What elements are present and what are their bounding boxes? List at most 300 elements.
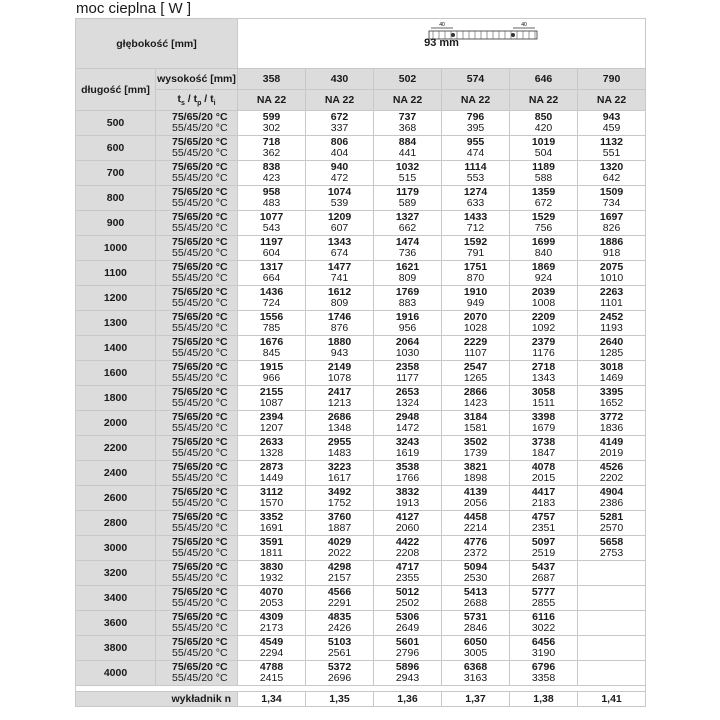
row-length: 3800	[76, 636, 156, 661]
output-high: 6796	[531, 661, 556, 673]
output-high: 1359	[531, 186, 556, 198]
output-cell	[306, 261, 374, 286]
output-high: 1621	[395, 261, 420, 273]
row-length: 1300	[76, 311, 156, 336]
row-temp-modes	[156, 261, 238, 286]
output-high: 3352	[259, 511, 284, 523]
output-high: 5437	[531, 561, 556, 573]
output-cell	[510, 536, 578, 561]
output-cell	[306, 386, 374, 411]
output-cell	[578, 186, 646, 211]
output-low: 1030	[395, 347, 420, 359]
output-low: 3163	[463, 672, 488, 684]
output-low: 724	[262, 297, 281, 309]
output-low: 1265	[463, 372, 488, 384]
output-cell	[374, 211, 442, 236]
output-cell	[306, 511, 374, 536]
output-cell	[306, 336, 374, 361]
output-low: 2022	[327, 547, 352, 559]
output-low: 420	[534, 122, 553, 134]
output-low: 2753	[599, 547, 624, 559]
output-high: 1032	[395, 161, 420, 173]
row-temp-modes	[156, 586, 238, 611]
table-row	[76, 561, 646, 586]
output-cell	[442, 461, 510, 486]
output-low: 2687	[531, 572, 556, 584]
output-high: 2070	[463, 311, 488, 323]
output-high: 5281	[599, 511, 624, 523]
output-high: 3832	[395, 486, 420, 498]
output-high: 4549	[259, 636, 284, 648]
output-low: 809	[330, 297, 349, 309]
output-low: 2426	[327, 622, 352, 634]
output-high: 5731	[463, 611, 488, 623]
output-low: 604	[262, 247, 281, 259]
heat-output-table	[75, 18, 646, 707]
output-high: 5306	[395, 611, 420, 623]
output-low: 551	[602, 147, 621, 159]
output-high: 4029	[327, 536, 352, 548]
output-low: 734	[602, 197, 621, 209]
output-cell	[374, 561, 442, 586]
output-cell	[578, 461, 646, 486]
output-high: 4309	[259, 611, 284, 623]
output-low: 515	[398, 172, 417, 184]
output-cell	[510, 111, 578, 136]
output-low: 1511	[532, 397, 555, 409]
output-cell	[442, 561, 510, 586]
output-high: 2379	[531, 336, 556, 348]
output-cell	[578, 436, 646, 461]
output-high: 3738	[531, 436, 556, 448]
table-row	[76, 311, 646, 336]
temp-mode-high: 75/65/20 °C	[172, 386, 228, 398]
output-high: 2064	[395, 336, 420, 348]
output-cell	[578, 411, 646, 436]
output-cell	[442, 111, 510, 136]
output-cell	[442, 186, 510, 211]
temp-mode-high: 75/65/20 °C	[172, 136, 228, 148]
output-low: 459	[602, 122, 621, 134]
output-high: 1343	[327, 236, 352, 248]
output-low: 642	[602, 172, 621, 184]
output-cell	[238, 661, 306, 686]
table-row	[76, 411, 646, 436]
output-cell	[510, 461, 578, 486]
connection-5: NA 22	[510, 90, 578, 111]
output-low: 2183	[531, 497, 556, 509]
output-low: 302	[262, 122, 281, 134]
output-low: 1087	[259, 397, 284, 409]
output-low: 956	[398, 322, 417, 334]
table-row	[76, 286, 646, 311]
row-length: 500	[76, 111, 156, 136]
output-cell	[238, 436, 306, 461]
temp-mode-low: 55/45/20 °C	[172, 172, 228, 184]
output-high: 1114	[464, 161, 487, 173]
output-cell	[578, 261, 646, 286]
output-cell	[578, 561, 646, 586]
output-low: 1008	[531, 297, 556, 309]
output-cell	[510, 261, 578, 286]
output-high: 6456	[531, 636, 556, 648]
row-length: 2200	[76, 436, 156, 461]
table-row	[76, 361, 646, 386]
output-low: 809	[398, 272, 417, 284]
output-cell	[578, 286, 646, 311]
output-cell	[510, 636, 578, 661]
output-low: 588	[534, 172, 553, 184]
output-cell	[578, 511, 646, 536]
output-high: 1699	[531, 236, 556, 248]
output-low: 2943	[395, 672, 420, 684]
output-cell	[374, 461, 442, 486]
output-high: 2039	[531, 286, 556, 298]
temp-mode-low: 55/45/20 °C	[172, 597, 228, 609]
output-high: 5372	[327, 661, 352, 673]
output-high: 796	[466, 111, 485, 123]
row-temp-modes	[156, 311, 238, 336]
output-low: 504	[534, 147, 553, 159]
output-cell	[306, 661, 374, 686]
output-low: 883	[398, 297, 417, 309]
output-cell	[442, 236, 510, 261]
output-high: 4526	[599, 461, 624, 473]
output-cell	[306, 211, 374, 236]
temp-mode-high: 75/65/20 °C	[172, 536, 228, 548]
temp-mode-high: 75/65/20 °C	[172, 586, 228, 598]
output-high: 850	[534, 111, 553, 123]
output-high: 1132	[600, 136, 623, 148]
output-cell	[374, 411, 442, 436]
output-high: 1612	[327, 286, 352, 298]
output-high: 1676	[259, 336, 284, 348]
temp-mode-low: 55/45/20 °C	[172, 372, 228, 384]
output-low: 2846	[463, 622, 488, 634]
output-cell	[578, 161, 646, 186]
row-length: 1100	[76, 261, 156, 286]
output-high: 3058	[531, 386, 556, 398]
output-cell	[238, 286, 306, 311]
output-cell	[578, 336, 646, 361]
row-temp-modes	[156, 536, 238, 561]
output-low: 2519	[531, 547, 556, 559]
output-high: 718	[262, 136, 281, 148]
output-low: 395	[466, 122, 485, 134]
output-low: 2649	[395, 622, 420, 634]
output-cell	[374, 111, 442, 136]
output-high: 3223	[327, 461, 352, 473]
temp-mode-high: 75/65/20 °C	[172, 261, 228, 273]
height-646: 646	[510, 69, 578, 90]
temp-mode-high: 75/65/20 °C	[172, 186, 228, 198]
row-length: 900	[76, 211, 156, 236]
output-low: 2053	[259, 597, 284, 609]
output-cell	[238, 386, 306, 411]
output-cell	[238, 161, 306, 186]
output-cell	[510, 186, 578, 211]
output-low: 2855	[531, 597, 556, 609]
output-high: 1880	[327, 336, 352, 348]
output-low: 1617	[327, 472, 352, 484]
row-temp-modes	[156, 611, 238, 636]
output-high: 3830	[259, 561, 284, 573]
exponent-value: 1,37	[442, 692, 510, 707]
output-high: 1433	[463, 211, 488, 223]
output-high: 1019	[531, 136, 556, 148]
output-high: 6050	[463, 636, 488, 648]
output-high: 6368	[463, 661, 488, 673]
output-high: 3492	[327, 486, 352, 498]
output-cell	[578, 586, 646, 611]
output-high: 5896	[395, 661, 420, 673]
height-790: 790	[578, 69, 646, 90]
output-high: 3760	[327, 511, 352, 523]
output-cell	[442, 261, 510, 286]
output-cell	[238, 311, 306, 336]
row-temp-modes	[156, 386, 238, 411]
output-cell	[442, 286, 510, 311]
output-high: 2866	[463, 386, 488, 398]
output-low: 3005	[463, 647, 488, 659]
output-high: 599	[262, 111, 281, 123]
output-high: 2155	[259, 386, 284, 398]
output-high: 1474	[395, 236, 420, 248]
output-low: 2355	[395, 572, 420, 584]
output-cell	[238, 111, 306, 136]
output-cell	[238, 611, 306, 636]
output-cell	[374, 236, 442, 261]
output-high: 2686	[327, 411, 352, 423]
connection-1: NA 22	[238, 90, 306, 111]
output-cell	[442, 586, 510, 611]
output-low: 1469	[599, 372, 624, 384]
output-high: 1477	[327, 261, 352, 273]
output-low: 1328	[259, 447, 284, 459]
output-low: 1472	[395, 422, 420, 434]
output-low: 924	[534, 272, 553, 284]
output-high: 2948	[395, 411, 420, 423]
output-cell	[578, 486, 646, 511]
temp-mode-high: 75/65/20 °C	[172, 486, 228, 498]
output-cell	[238, 236, 306, 261]
output-cell	[238, 411, 306, 436]
output-high: 1869	[531, 261, 556, 273]
output-low: 1348	[327, 422, 352, 434]
output-high: 5103	[327, 636, 352, 648]
output-low: 2291	[327, 597, 352, 609]
output-low: 1847	[531, 447, 556, 459]
output-high: 1189	[532, 161, 555, 173]
output-cell	[510, 286, 578, 311]
output-low: 2351	[531, 522, 556, 534]
row-temp-modes	[156, 436, 238, 461]
output-cell	[442, 411, 510, 436]
output-low: 404	[330, 147, 349, 159]
row-length: 1400	[76, 336, 156, 361]
row-length: 2400	[76, 461, 156, 486]
output-cell	[306, 411, 374, 436]
output-high: 4835	[327, 611, 352, 623]
output-high: 940	[330, 161, 349, 173]
output-low: 607	[330, 222, 349, 234]
output-high: 4904	[599, 486, 624, 498]
output-cell	[578, 211, 646, 236]
output-low: 672	[534, 197, 553, 209]
output-cell	[510, 361, 578, 386]
output-cell	[238, 636, 306, 661]
output-cell	[442, 161, 510, 186]
output-high: 3184	[463, 411, 488, 423]
output-cell	[510, 336, 578, 361]
length-label: długość [mm]	[76, 69, 156, 111]
temp-mode-low: 55/45/20 °C	[172, 322, 228, 334]
temp-mode-low: 55/45/20 °C	[172, 497, 228, 509]
temp-mode-high: 75/65/20 °C	[172, 561, 228, 573]
output-high: 5658	[599, 536, 624, 548]
output-low: 1101	[600, 297, 623, 309]
output-cell	[306, 561, 374, 586]
output-low: 1887	[327, 522, 352, 534]
output-high: 3821	[463, 461, 488, 473]
table-row	[76, 161, 646, 186]
temp-mode-low: 55/45/20 °C	[172, 197, 228, 209]
output-low: 2173	[259, 622, 284, 634]
output-cell	[374, 286, 442, 311]
output-low: 2372	[463, 547, 488, 559]
output-low: 1739	[463, 447, 488, 459]
output-low: 1285	[599, 347, 624, 359]
output-low: 1913	[395, 497, 420, 509]
output-high: 5094	[463, 561, 488, 573]
output-high: 1436	[259, 286, 284, 298]
output-high: 4298	[327, 561, 352, 573]
row-temp-modes	[156, 411, 238, 436]
output-low: 3358	[531, 672, 556, 684]
output-high: 955	[466, 136, 485, 148]
output-high: 2873	[259, 461, 284, 473]
output-cell	[374, 436, 442, 461]
output-low: 474	[466, 147, 485, 159]
output-cell	[238, 261, 306, 286]
output-low: 845	[262, 347, 281, 359]
output-low: 2796	[395, 647, 420, 659]
height-label: wysokość [mm]	[156, 69, 238, 90]
output-cell	[578, 236, 646, 261]
temp-mode-low: 55/45/20 °C	[172, 222, 228, 234]
table-row	[76, 661, 646, 686]
output-cell	[578, 136, 646, 161]
output-high: 1317	[259, 261, 284, 273]
table-row	[76, 261, 646, 286]
output-high: 3018	[599, 361, 624, 373]
output-high: 2452	[599, 311, 624, 323]
output-high: 2633	[259, 436, 284, 448]
output-cell	[374, 636, 442, 661]
temp-mode-low: 55/45/20 °C	[172, 472, 228, 484]
output-cell	[238, 586, 306, 611]
output-cell	[510, 661, 578, 686]
output-cell	[238, 211, 306, 236]
output-low: 3190	[531, 647, 556, 659]
output-low: 1811	[260, 547, 283, 559]
table-row	[76, 636, 646, 661]
output-cell	[374, 661, 442, 686]
output-high: 1209	[327, 211, 352, 223]
output-low: 1092	[531, 322, 556, 334]
temp-mode-low: 55/45/20 °C	[172, 397, 228, 409]
output-cell	[374, 361, 442, 386]
output-cell	[374, 136, 442, 161]
output-low: 441	[398, 147, 417, 159]
output-low: 539	[330, 197, 349, 209]
output-cell	[238, 486, 306, 511]
output-high: 4417	[531, 486, 556, 498]
output-high: 1697	[599, 211, 624, 223]
row-temp-modes	[156, 336, 238, 361]
output-low: 589	[398, 197, 417, 209]
temp-mode-high: 75/65/20 °C	[172, 161, 228, 173]
output-cell	[306, 611, 374, 636]
row-temp-modes	[156, 136, 238, 161]
output-low: 1028	[463, 322, 488, 334]
output-high: 6116	[532, 611, 555, 623]
temp-mode-low: 55/45/20 °C	[172, 272, 228, 284]
exponent-value: 1,34	[238, 692, 306, 707]
output-low: 1483	[327, 447, 352, 459]
output-low: 553	[466, 172, 485, 184]
temp-mode-high: 75/65/20 °C	[172, 411, 228, 423]
output-high: 2394	[259, 411, 284, 423]
output-cell	[374, 161, 442, 186]
output-high: 5413	[463, 586, 488, 598]
output-cell	[510, 486, 578, 511]
output-high: 838	[262, 161, 281, 173]
output-low: 943	[330, 347, 349, 359]
output-high: 2640	[599, 336, 624, 348]
row-temp-modes	[156, 236, 238, 261]
output-cell	[306, 436, 374, 461]
output-high: 1592	[463, 236, 488, 248]
output-high: 3243	[395, 436, 420, 448]
temp-mode-low: 55/45/20 °C	[172, 647, 228, 659]
output-cell	[510, 561, 578, 586]
output-cell	[374, 611, 442, 636]
output-low: 2015	[531, 472, 556, 484]
output-cell	[510, 436, 578, 461]
temp-mode-high: 75/65/20 °C	[172, 461, 228, 473]
output-cell	[374, 261, 442, 286]
output-high: 2653	[395, 386, 420, 398]
output-low: 1078	[327, 372, 352, 384]
output-cell	[442, 636, 510, 661]
output-low: 1836	[599, 422, 624, 434]
output-cell	[442, 511, 510, 536]
output-low: 2294	[259, 647, 284, 659]
output-cell	[306, 461, 374, 486]
dim-right-text: 40	[521, 22, 527, 28]
row-temp-modes	[156, 486, 238, 511]
temp-mode-low: 55/45/20 °C	[172, 522, 228, 534]
output-low: 483	[262, 197, 281, 209]
table-row	[76, 236, 646, 261]
output-low: 2202	[599, 472, 624, 484]
row-temp-modes	[156, 661, 238, 686]
output-cell	[238, 361, 306, 386]
row-length: 1800	[76, 386, 156, 411]
output-high: 5097	[531, 536, 556, 548]
output-low: 826	[602, 222, 621, 234]
